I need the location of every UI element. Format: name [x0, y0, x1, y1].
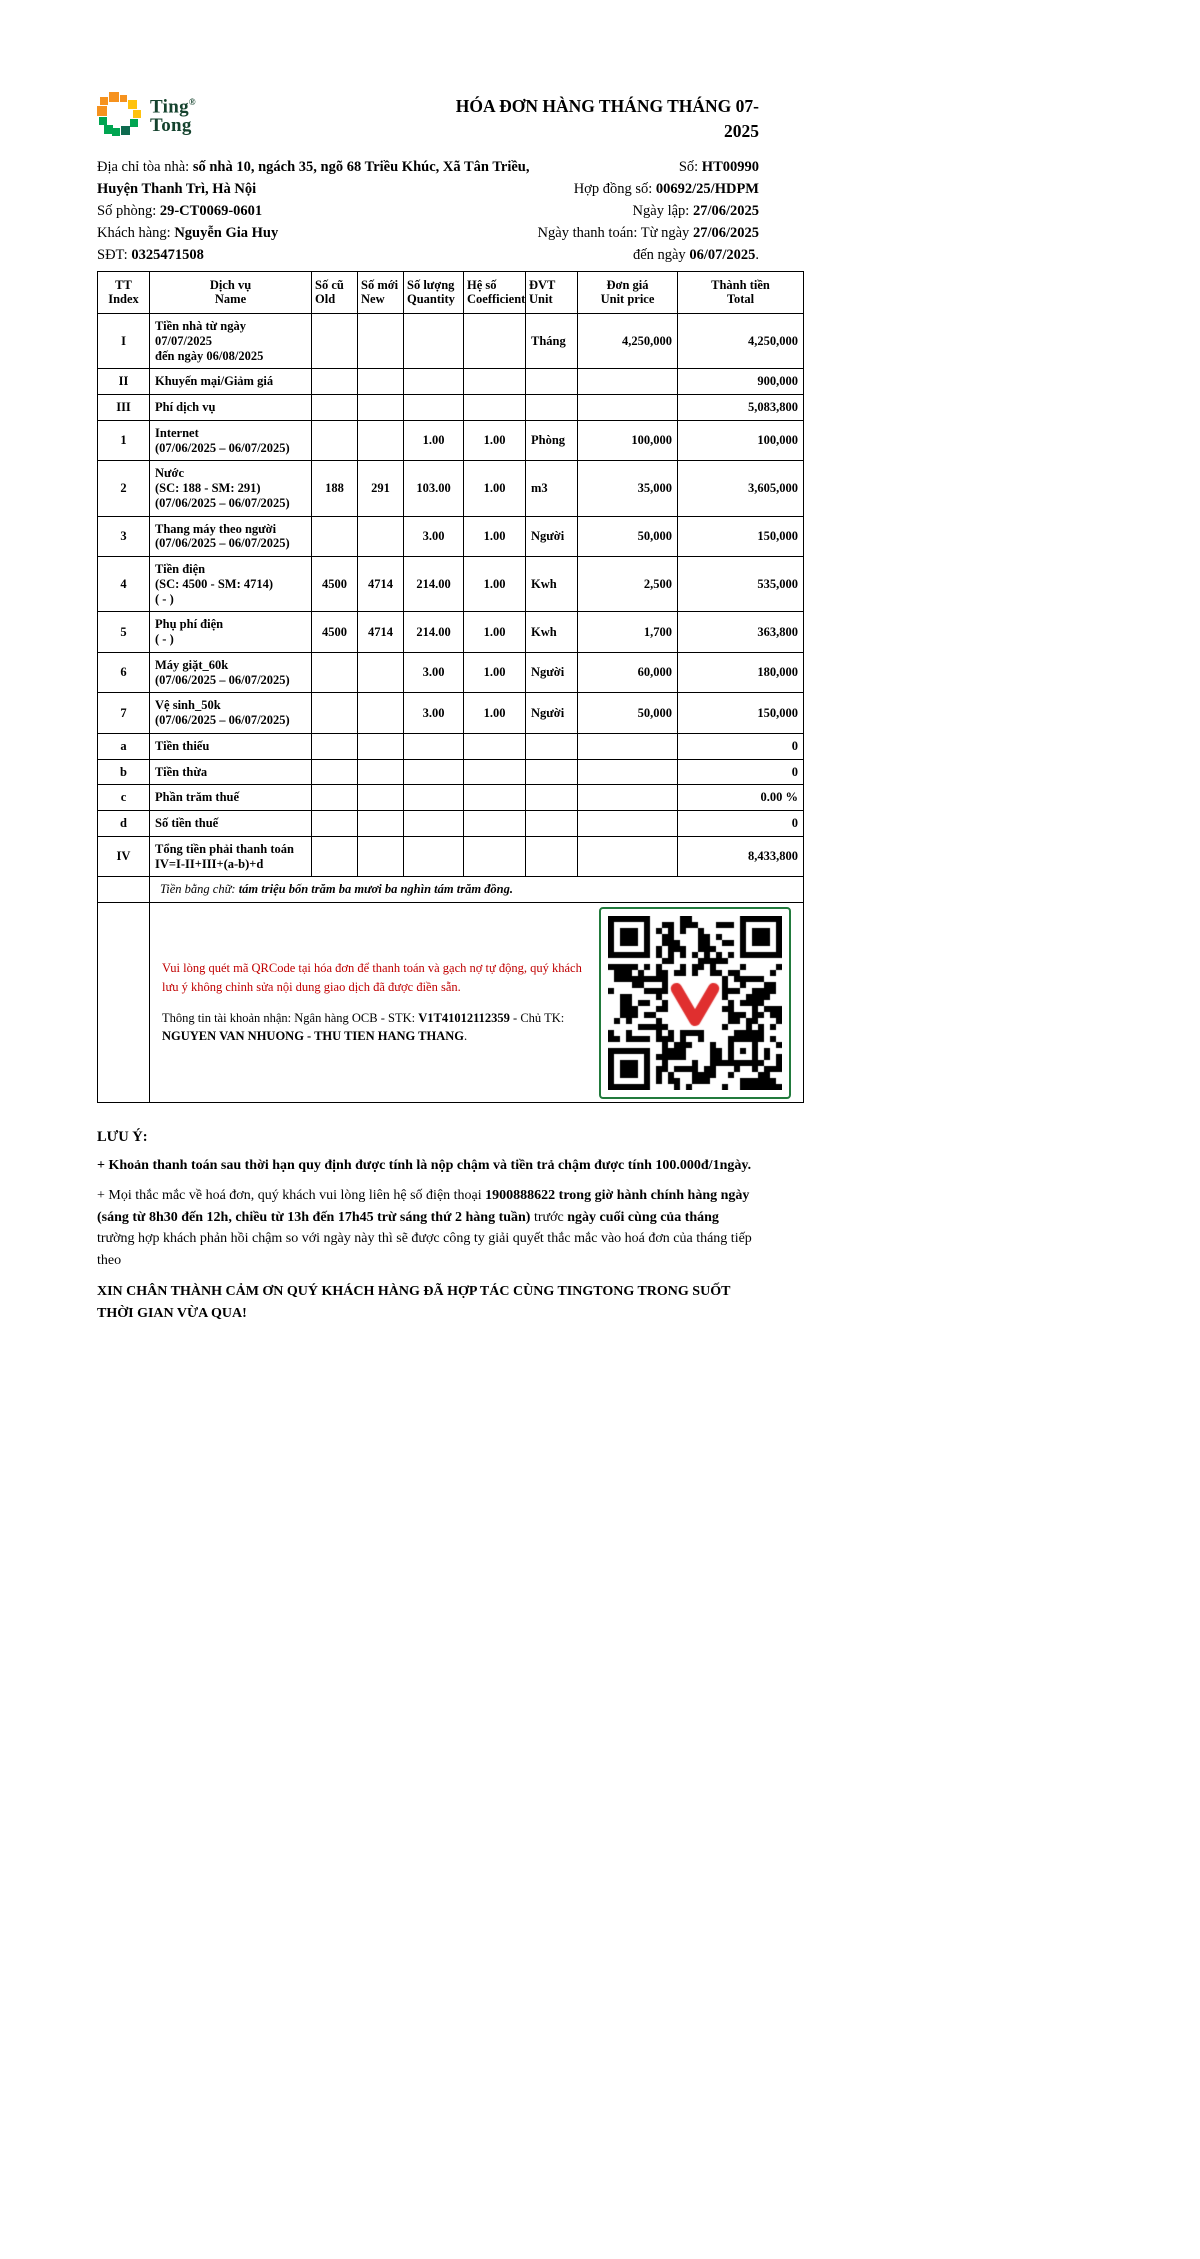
- text-segment: Tiền bằng chữ:: [160, 882, 239, 897]
- text-segment: Hợp đồng số:: [573, 180, 656, 197]
- cell-old-reading: [312, 785, 358, 811]
- column-header-line: New: [361, 292, 385, 307]
- brand-name-top: Ting®: [150, 96, 196, 118]
- text-segment: Ngày lập:: [632, 202, 693, 219]
- cell-new-reading: [358, 369, 404, 395]
- table-header-row: [98, 271, 804, 314]
- service-name-line: Tiền điện: [155, 562, 206, 577]
- cell-coefficient: [464, 836, 526, 877]
- cell-unit-price: [578, 811, 678, 837]
- column-header-new: [358, 271, 404, 314]
- qr-text-block: [162, 959, 586, 1046]
- brand-name: [150, 93, 196, 134]
- cell-quantity: 214.00: [404, 612, 464, 653]
- table-row: [98, 516, 804, 557]
- cell-quantity: 214.00: [404, 557, 464, 612]
- table-row: [98, 693, 804, 734]
- cell-new-reading: [358, 785, 404, 811]
- text-segment: Nguyễn Gia Huy: [174, 224, 279, 241]
- service-name-line: Tiền thừa: [155, 764, 208, 779]
- column-header-name: [150, 271, 312, 314]
- service-name-line: Phụ phí điện: [155, 617, 224, 632]
- invoice-notes: [97, 1129, 803, 1324]
- cell-unit: Người: [526, 516, 578, 557]
- column-header-line: Unit price: [600, 292, 655, 307]
- cell-service-name: [150, 461, 312, 516]
- contact-note: [97, 1185, 752, 1271]
- service-name-line: Khuyến mại/Giảm giá: [155, 374, 274, 389]
- cell-old-reading: [312, 652, 358, 693]
- qr-section-layout: [162, 903, 791, 1102]
- cell-service-name: [150, 811, 312, 837]
- text-segment: 1900888622 trong giờ hành chính hàng ngày (sáng từ 8h30 đến 12h, chiều từ 13h đến 17h45 trừ sáng thứ 2 hàng tuần): [97, 1188, 750, 1225]
- cell-index: b: [98, 759, 150, 785]
- text-segment: trường hợp khách phản hồi chậm so với ngày này thì sẽ được công ty giải quyết thắc mắc vào hoá đơn của tháng tiếp theo: [97, 1231, 752, 1268]
- cell-coefficient: [464, 785, 526, 811]
- cell-index: 6: [98, 652, 150, 693]
- column-header-line: Hệ số: [467, 277, 497, 292]
- text-segment: số nhà 10, ngách 35, ngõ 68 Triều Khúc, Xã Tân Triều, Huyện Thanh Trì, Hà Nội: [97, 158, 530, 197]
- cell-new-reading: 4714: [358, 612, 404, 653]
- cell-index: II: [98, 369, 150, 395]
- cell-coefficient: 1.00: [464, 693, 526, 734]
- cell-index: 1: [98, 420, 150, 461]
- cell-total: 8,433,800: [678, 836, 804, 877]
- cell-new-reading: [358, 733, 404, 759]
- cell-unit-price: [578, 395, 678, 421]
- cell-unit: [526, 395, 578, 421]
- service-name-line: (07/06/2025 – 06/07/2025): [155, 536, 290, 551]
- cell-index: IV: [98, 836, 150, 877]
- cell-old-reading: [312, 811, 358, 837]
- text-segment: 29-CT0069-0601: [159, 202, 263, 219]
- qr-code-canvas: [608, 916, 782, 1090]
- cell-old-reading: [312, 369, 358, 395]
- cell-total: 5,083,800: [678, 395, 804, 421]
- cell-index: a: [98, 733, 150, 759]
- qr-payment-notice: Vui lòng quét mã QRCode tại hóa đơn để thanh toán và gạch nợ tự động, quý khách lưu ý không chỉnh sửa nội dung giao dịch đã được điền sẵn.: [162, 961, 582, 994]
- column-header-line: ĐVT: [529, 277, 556, 292]
- cell-unit-price: [578, 759, 678, 785]
- cell-old-reading: 4500: [312, 612, 358, 653]
- column-header-line: TT: [115, 277, 132, 292]
- service-name-line: Thang máy theo người: [155, 521, 277, 536]
- cell-service-name: [150, 785, 312, 811]
- qr-code-frame: [599, 907, 791, 1099]
- text-segment: 00692/25/HDPM: [655, 180, 759, 197]
- amount-in-words-row: [98, 877, 804, 903]
- cell-coefficient: [464, 811, 526, 837]
- cell-total: 150,000: [678, 516, 804, 557]
- registered-mark: ®: [188, 97, 196, 108]
- cell-total: 3,605,000: [678, 461, 804, 516]
- cell-old-reading: [312, 759, 358, 785]
- cell-old-reading: [312, 516, 358, 557]
- amount-in-words: [150, 877, 804, 903]
- cell-unit: m3: [526, 461, 578, 516]
- cell-new-reading: [358, 693, 404, 734]
- cell-unit-price: 50,000: [578, 693, 678, 734]
- cell-quantity: [404, 811, 464, 837]
- qr-account-info: [162, 1009, 586, 1047]
- column-header-coefficient: [464, 271, 526, 314]
- cell-unit: [526, 811, 578, 837]
- invoice-title: HÓA ĐƠN HÀNG THÁNG THÁNG 07-2025: [455, 96, 759, 141]
- table-row: [98, 785, 804, 811]
- text-segment: - Chủ TK:: [509, 1010, 565, 1025]
- cell-new-reading: [358, 836, 404, 877]
- service-name-line: (07/06/2025 – 06/07/2025): [155, 713, 290, 728]
- cell-coefficient: [464, 395, 526, 421]
- table-row: [98, 811, 804, 837]
- cell-service-name: [150, 557, 312, 612]
- service-name-line: (07/06/2025 – 06/07/2025): [155, 672, 290, 687]
- cell-coefficient: [464, 733, 526, 759]
- table-row: [98, 836, 804, 877]
- cell-service-name: [150, 652, 312, 693]
- text-segment: trước: [530, 1209, 568, 1225]
- cell-total: 0: [678, 759, 804, 785]
- cell-old-reading: [312, 836, 358, 877]
- cell-old-reading: [312, 395, 358, 421]
- service-name-line: Tiền thiếu: [155, 738, 210, 753]
- cell-index: c: [98, 785, 150, 811]
- cell-total: 0.00 %: [678, 785, 804, 811]
- qr-row: [98, 903, 804, 1103]
- column-header-unit: [526, 271, 578, 314]
- text-segment: 27/06/2025: [692, 224, 759, 241]
- text-segment: Địa chỉ tòa nhà:: [97, 158, 193, 175]
- cell-unit: [526, 733, 578, 759]
- cell-old-reading: [312, 314, 358, 369]
- cell-index: 5: [98, 612, 150, 653]
- table-row: [98, 612, 804, 653]
- cell-total: 180,000: [678, 652, 804, 693]
- cell-new-reading: 291: [358, 461, 404, 516]
- empty-index-cell: [98, 877, 150, 903]
- cell-unit-price: 35,000: [578, 461, 678, 516]
- cell-old-reading: 4500: [312, 557, 358, 612]
- cell-service-name: [150, 612, 312, 653]
- column-header-line: Đơn giá: [606, 277, 649, 292]
- cell-unit: Kwh: [526, 557, 578, 612]
- cell-index: 2: [98, 461, 150, 516]
- column-header-line: Số mới: [361, 277, 399, 292]
- cell-old-reading: [312, 420, 358, 461]
- service-name-line: Phí dịch vụ: [155, 400, 216, 415]
- cell-unit: Người: [526, 693, 578, 734]
- info-right-column: [532, 156, 803, 266]
- info-left-column: [97, 156, 532, 266]
- cell-index: III: [98, 395, 150, 421]
- cell-unit-price: 1,700: [578, 612, 678, 653]
- text-segment: 0325471508: [131, 246, 204, 263]
- cell-new-reading: [358, 652, 404, 693]
- text-segment: tám triệu bốn trăm ba mươi ba nghìn tám trăm đồng.: [238, 882, 514, 897]
- table-row: [98, 461, 804, 516]
- notes-heading: LƯU Ý:: [97, 1129, 148, 1146]
- cell-unit-price: 60,000: [578, 652, 678, 693]
- cell-service-name: [150, 516, 312, 557]
- text-segment: + Mọi thắc mắc về hoá đơn, quý khách vui lòng liên hệ số điện thoại: [97, 1188, 486, 1204]
- cell-coefficient: [464, 369, 526, 395]
- qr-section: [150, 903, 804, 1103]
- cell-quantity: [404, 836, 464, 877]
- table-row: [98, 314, 804, 369]
- cell-index: 7: [98, 693, 150, 734]
- text-segment: đến ngày: [632, 246, 690, 263]
- text-segment: Ngày thanh toán: Từ ngày: [537, 224, 693, 241]
- cell-service-name: [150, 314, 312, 369]
- column-header-line: Quantity: [407, 292, 455, 307]
- service-name-line: (SC: 4500 - SM: 4714): [155, 576, 274, 591]
- cell-unit: [526, 369, 578, 395]
- column-header-index: [98, 271, 150, 314]
- cell-new-reading: [358, 759, 404, 785]
- cell-quantity: 3.00: [404, 693, 464, 734]
- text-segment: Thông tin tài khoản nhận: Ngân hàng OCB - STK:: [162, 1010, 419, 1025]
- column-header-line: Thành tiền: [711, 277, 770, 292]
- cell-coefficient: 1.00: [464, 612, 526, 653]
- cell-unit: [526, 785, 578, 811]
- cell-new-reading: [358, 811, 404, 837]
- cell-unit-price: [578, 836, 678, 877]
- cell-old-reading: 188: [312, 461, 358, 516]
- text-segment: Số phòng:: [97, 202, 160, 219]
- table-row: [98, 395, 804, 421]
- cell-new-reading: [358, 395, 404, 421]
- cell-unit: Tháng: [526, 314, 578, 369]
- text-segment: ngày cuối cùng của tháng: [567, 1209, 719, 1225]
- column-header-line: Total: [726, 292, 755, 307]
- cell-unit-price: 50,000: [578, 516, 678, 557]
- text-segment: .: [464, 1029, 468, 1044]
- cell-total: 0: [678, 811, 804, 837]
- service-name-line: Máy giặt_60k: [155, 657, 229, 672]
- customer-name: [97, 222, 532, 244]
- cell-coefficient: [464, 759, 526, 785]
- brand-name-bottom: Tong: [150, 114, 192, 136]
- text-segment: NGUYEN VAN NHUONG - THU TIEN HANG THANG: [162, 1029, 465, 1044]
- issue-date: [532, 200, 759, 222]
- column-header-line: Số cũ: [315, 277, 344, 292]
- service-name-line: Số tiền thuế: [155, 816, 219, 831]
- cell-quantity: [404, 369, 464, 395]
- cell-quantity: 1.00: [404, 420, 464, 461]
- column-header-line: Old: [315, 292, 336, 307]
- cell-total: 150,000: [678, 693, 804, 734]
- column-header-line: Unit: [529, 292, 553, 307]
- service-name-line: Tiền nhà từ ngày 07/07/2025: [155, 319, 246, 348]
- cell-unit-price: 100,000: [578, 420, 678, 461]
- service-name-line: Nước: [155, 466, 184, 481]
- cell-coefficient: 1.00: [464, 461, 526, 516]
- cell-service-name: [150, 420, 312, 461]
- table-row: [98, 369, 804, 395]
- cell-index: 4: [98, 557, 150, 612]
- cell-service-name: [150, 733, 312, 759]
- cell-index: 3: [98, 516, 150, 557]
- cell-total: 100,000: [678, 420, 804, 461]
- table-row: [98, 420, 804, 461]
- cell-total: 4,250,000: [678, 314, 804, 369]
- cell-unit: [526, 759, 578, 785]
- invoice-table-body: [98, 314, 804, 877]
- cell-coefficient: 1.00: [464, 420, 526, 461]
- column-header-line: Dịch vụ: [209, 277, 252, 292]
- cell-old-reading: [312, 733, 358, 759]
- customer-phone: [97, 244, 532, 266]
- column-header-line: Coefficient: [467, 292, 526, 307]
- invoice-number: [532, 156, 759, 178]
- service-name-line: Phần trăm thuế: [155, 790, 240, 805]
- cell-unit: Kwh: [526, 612, 578, 653]
- text-segment: Số:: [678, 158, 702, 175]
- contract-number: [532, 178, 759, 200]
- cell-old-reading: [312, 693, 358, 734]
- cell-new-reading: 4714: [358, 557, 404, 612]
- cell-unit: Người: [526, 652, 578, 693]
- cell-unit-price: [578, 369, 678, 395]
- text-segment: HT00990: [701, 158, 759, 175]
- text-segment: .: [755, 246, 759, 263]
- cell-total: 0: [678, 733, 804, 759]
- service-name-line: đến ngày 06/08/2025: [155, 348, 264, 363]
- cell-unit: Phòng: [526, 420, 578, 461]
- invoice-table: [97, 271, 804, 1104]
- service-name-line: IV=I-II+III+(a-b)+d: [155, 856, 264, 871]
- text-segment: V1T41012112359: [418, 1010, 510, 1025]
- cell-service-name: [150, 836, 312, 877]
- thank-you-note: XIN CHÂN THÀNH CẢM ƠN QUÝ KHÁCH HÀNG ĐÃ HỢP TÁC CÙNG TINGTONG TRONG SUỐT THỜI GIAN VỪA QUA!: [97, 1284, 731, 1321]
- service-name-line: Vệ sinh_50k: [155, 698, 221, 713]
- cell-new-reading: [358, 516, 404, 557]
- document-header: [97, 92, 803, 144]
- cell-coefficient: 1.00: [464, 652, 526, 693]
- cell-quantity: [404, 733, 464, 759]
- cell-index: d: [98, 811, 150, 837]
- cell-coefficient: 1.00: [464, 557, 526, 612]
- cell-quantity: [404, 314, 464, 369]
- table-row: [98, 733, 804, 759]
- cell-index: I: [98, 314, 150, 369]
- service-name-line: Tổng tiền phải thanh toán: [155, 841, 294, 856]
- cell-total: 535,000: [678, 557, 804, 612]
- text-segment: Khách hàng:: [97, 224, 175, 241]
- payment-period: [532, 222, 759, 266]
- cell-total: 363,800: [678, 612, 804, 653]
- service-name-line: (07/06/2025 – 06/07/2025): [155, 495, 290, 510]
- cell-quantity: 103.00: [404, 461, 464, 516]
- column-header-line: Số lượng: [407, 277, 455, 292]
- cell-quantity: 3.00: [404, 516, 464, 557]
- room-number: [97, 200, 532, 222]
- building-address: [97, 156, 532, 200]
- cell-unit-price: 4,250,000: [578, 314, 678, 369]
- cell-unit-price: 2,500: [578, 557, 678, 612]
- cell-unit-price: [578, 733, 678, 759]
- empty-index-cell: [98, 903, 150, 1103]
- text-segment: SĐT:: [97, 246, 132, 263]
- table-row: [98, 557, 804, 612]
- cell-unit-price: [578, 785, 678, 811]
- table-row: [98, 652, 804, 693]
- brand-logo: [97, 92, 196, 136]
- cell-quantity: [404, 759, 464, 785]
- cell-service-name: [150, 693, 312, 734]
- cell-quantity: [404, 785, 464, 811]
- cell-total: 900,000: [678, 369, 804, 395]
- column-header-old: [312, 271, 358, 314]
- service-name-line: ( - ): [155, 591, 174, 606]
- service-name-line: (07/06/2025 – 06/07/2025): [155, 440, 290, 455]
- cell-service-name: [150, 759, 312, 785]
- cell-service-name: [150, 395, 312, 421]
- cell-unit: [526, 836, 578, 877]
- table-row: [98, 759, 804, 785]
- column-header-line: Name: [214, 292, 247, 307]
- service-name-line: ( - ): [155, 632, 174, 647]
- tingtong-logo-icon: [97, 92, 141, 136]
- service-name-line: (SC: 188 - SM: 291): [155, 481, 261, 496]
- cell-new-reading: [358, 314, 404, 369]
- late-payment-note: + Khoản thanh toán sau thời hạn quy định được tính là nộp chậm và tiền trả chậm được tính 100.000đ/1ngày.: [97, 1158, 752, 1174]
- cell-new-reading: [358, 420, 404, 461]
- column-header-quantity: [404, 271, 464, 314]
- invoice-page: [97, 0, 803, 1324]
- cell-quantity: 3.00: [404, 652, 464, 693]
- cell-coefficient: [464, 314, 526, 369]
- cell-coefficient: 1.00: [464, 516, 526, 557]
- column-header-total: [678, 271, 804, 314]
- text-segment: 27/06/2025: [692, 202, 759, 219]
- cell-quantity: [404, 395, 464, 421]
- cell-service-name: [150, 369, 312, 395]
- invoice-info: [97, 156, 803, 266]
- column-header-line: Index: [108, 292, 139, 307]
- service-name-line: Internet: [155, 425, 199, 440]
- column-header-unit-price: [578, 271, 678, 314]
- text-segment: 06/07/2025: [689, 246, 756, 263]
